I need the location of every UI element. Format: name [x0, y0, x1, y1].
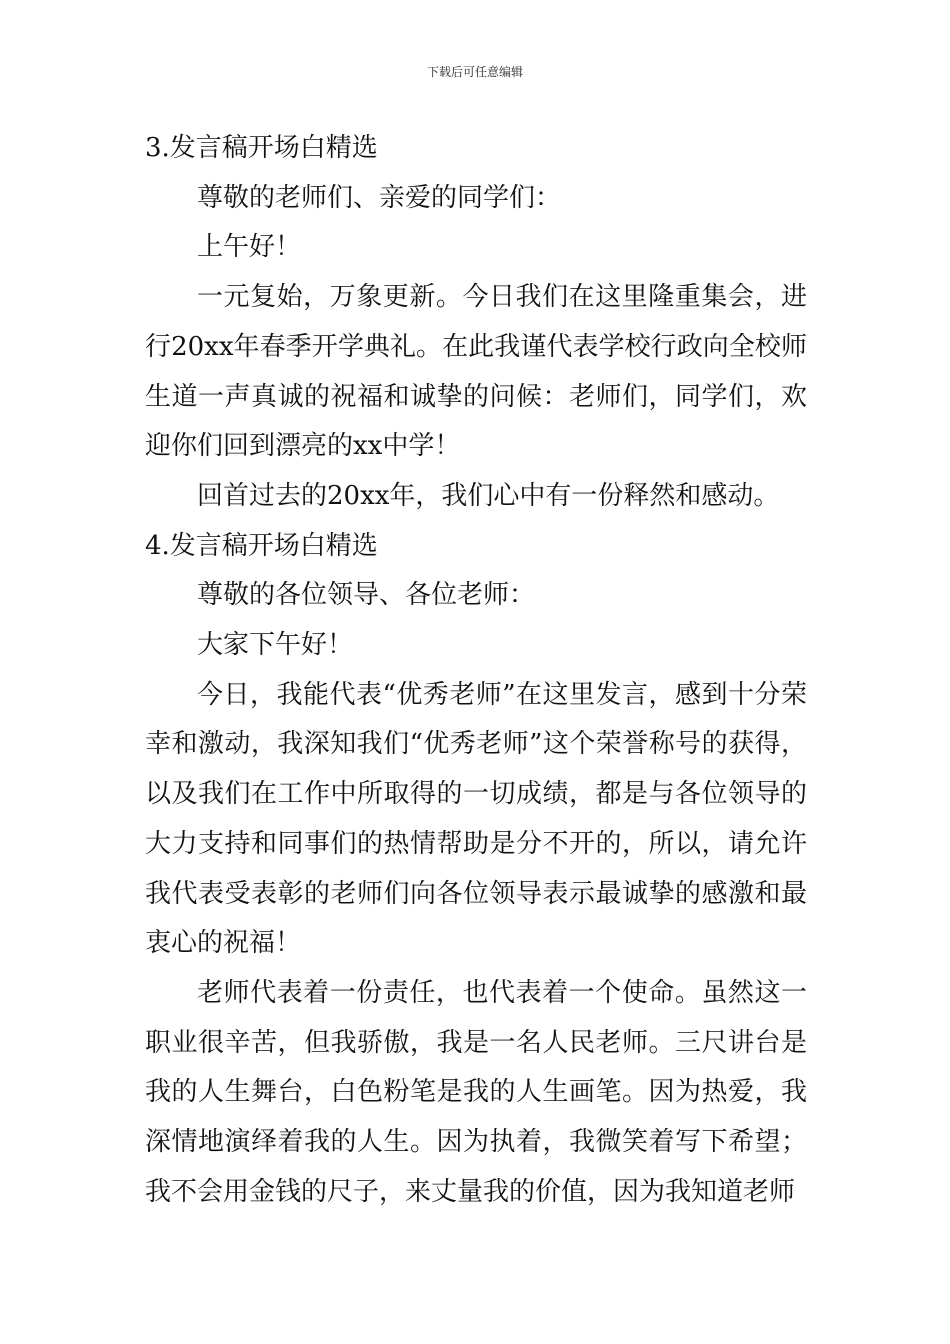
greeting: 上午好！	[197, 232, 302, 263]
document-body	[145, 124, 807, 1217]
greeting: 大家下午好！	[197, 630, 354, 661]
body-paragraph: 老师代表着一份责任，也代表着一个使命。虽然这一职业很辛苦，但我骄傲，我是一名人民老师。三尺讲台是我的人生舞台，白色粉笔是我的人生画笔。因为热爱，我深情地演绎着我的人生。因为执着，我微笑着写下希望；我不会用金钱的尺子，来丈量我的价值，因为我知道老师	[145, 977, 807, 1207]
body-paragraph: 今日，我能代表“优秀老师”在这里发言，感到十分荣幸和激动，我深知我们“优秀老师”这个荣誉称号的获得，以及我们在工作中所取得的一切成绩，都是与各位领导的大力支持和同事们的热情帮助是分不开的，所以，请允许我代表受表彰的老师们向各位领导表示最诚挚的感激和最衷心的祝福！	[145, 679, 807, 959]
salutation: 尊敬的老师们、亲爱的同学们：	[197, 182, 562, 213]
page-header: 下载后可任意编辑	[426, 65, 523, 79]
salutation: 尊敬的各位领导、各位老师：	[197, 580, 536, 611]
body-paragraph: 回首过去的20xx年，我们心中有一份释然和感动。	[197, 480, 780, 511]
section-heading-3: 3.发言稿开场白精选	[145, 133, 378, 163]
section-heading-4: 4.发言稿开场白精选	[145, 530, 378, 561]
body-paragraph: 一元复始，万象更新。今日我们在这里隆重集会，进行20xx年春季开学典礼。在此我谨代表学校行政向全校师生道一声真诚的祝福和诚挚的问候：老师们，同学们，欢迎你们回到漂亮的xx中学！	[145, 282, 807, 462]
